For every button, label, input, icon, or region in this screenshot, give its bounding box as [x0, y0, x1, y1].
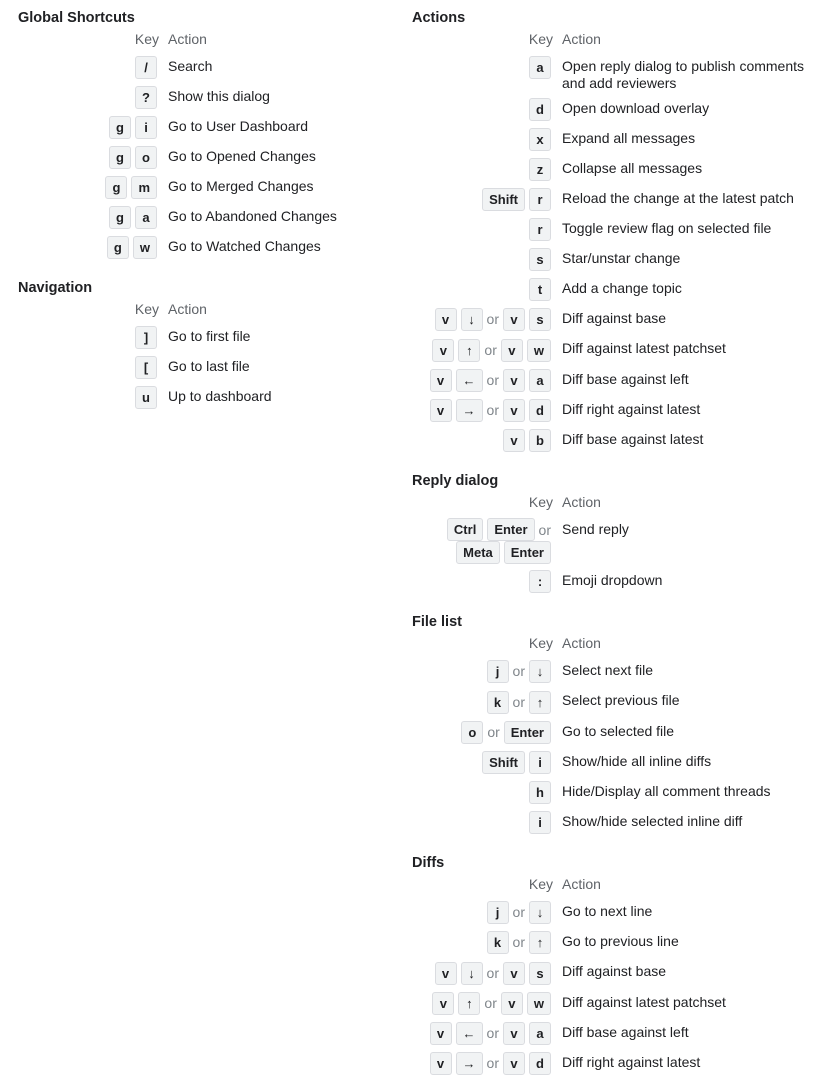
section-navigation: [18, 278, 412, 412]
shortcut-row: [412, 807, 771, 837]
shortcut-keys: [412, 1018, 553, 1048]
shortcut-action-cell: [159, 82, 337, 112]
shortcut-action: Go to selected file: [562, 722, 675, 739]
shortcut-action: Collapse all messages: [562, 160, 703, 176]
key-chip-v: v: [430, 399, 452, 422]
table-header-row: [18, 298, 272, 322]
shortcut-row: [18, 52, 337, 82]
shortcut-action-cell: [159, 202, 337, 232]
section-diffs: [412, 853, 825, 1078]
shortcut-row: [412, 274, 822, 304]
key-chip-bracket-left: [: [135, 356, 157, 379]
shortcut-row: [18, 202, 337, 232]
key-chip-j: j: [487, 660, 509, 683]
key-chip-v: v: [435, 308, 457, 331]
key-chip-a: a: [529, 1022, 551, 1045]
shortcut-action: Go to next line: [562, 902, 653, 919]
shortcut-action-cell: [159, 172, 337, 202]
shortcuts-table: [18, 298, 272, 412]
shortcut-action: Go to last file: [168, 358, 250, 374]
key-chip-bracket-right: ]: [135, 326, 157, 349]
key-chip-o: o: [135, 146, 157, 169]
shortcuts-table: [412, 873, 726, 1078]
key-chip-v: v: [501, 992, 523, 1015]
shortcuts-table: [412, 28, 822, 455]
shortcut-row: [412, 124, 822, 154]
section-actions: [412, 8, 825, 455]
shortcut-action-cell: [553, 154, 822, 184]
shortcut-keys: [412, 807, 553, 837]
key-chip-a: a: [529, 369, 551, 392]
shortcut-action-cell: [553, 1048, 726, 1078]
key-chip-j: j: [487, 901, 509, 924]
shortcut-row: [412, 334, 822, 364]
shortcuts-column-right: [412, 8, 825, 1078]
or-text: or: [487, 723, 500, 740]
shortcut-row: [412, 154, 822, 184]
shortcut-action-cell: [553, 807, 771, 837]
shortcut-row: [412, 244, 822, 274]
key-chip-s: s: [529, 962, 551, 985]
key-chip-enter: Enter: [504, 721, 551, 744]
shortcut-keys: [412, 124, 553, 154]
key-chip-g: g: [109, 116, 131, 139]
shortcut-action-cell: [159, 232, 337, 262]
shortcut-action-cell: [159, 322, 272, 352]
shortcut-row: [18, 232, 337, 262]
shortcut-keys: [412, 365, 553, 395]
shortcut-action: Diff against latest patchset: [562, 340, 726, 357]
shortcut-action-cell: [553, 566, 662, 596]
shortcut-keys: [18, 82, 159, 112]
shortcut-action-cell: [553, 244, 822, 274]
shortcut-keys: [412, 515, 553, 566]
shortcut-row: [412, 365, 822, 395]
shortcut-row: [18, 352, 272, 382]
key-chip-question: ?: [135, 86, 157, 109]
shortcut-keys: [412, 988, 553, 1018]
shortcut-action: Diff against base: [562, 963, 667, 980]
or-text: or: [486, 311, 499, 328]
shortcut-keys: [412, 717, 553, 747]
shortcut-row: [412, 1048, 726, 1078]
shortcut-action-cell: [553, 184, 822, 214]
shortcut-action: Diff base against latest: [562, 431, 704, 448]
key-chip-a: a: [135, 206, 157, 229]
key-chip-k: k: [487, 691, 509, 714]
shortcut-action: Diff against base: [562, 310, 667, 326]
shortcut-keys: [412, 957, 553, 987]
shortcut-keys: [18, 142, 159, 172]
key-chip-arrow-up: ↑: [529, 931, 551, 954]
or-text: or: [486, 1055, 499, 1072]
shortcut-row: [412, 897, 726, 927]
key-column-header: Key: [528, 31, 553, 47]
shortcut-action-cell: [553, 927, 726, 957]
shortcut-keys: [412, 747, 553, 777]
shortcut-action-cell: [553, 897, 726, 927]
shortcuts-table: [412, 632, 771, 837]
section-title: Reply dialog: [412, 473, 499, 490]
shortcut-row: [412, 515, 662, 566]
shortcut-row: [412, 927, 726, 957]
or-text: or: [486, 371, 499, 388]
section-file-list: [412, 612, 825, 837]
shortcut-action-cell: [553, 94, 822, 124]
shortcut-keys: [412, 154, 553, 184]
shortcut-row: [18, 382, 272, 412]
shortcut-row: [412, 747, 771, 777]
shortcut-action: Reload the change at the latest patch: [562, 190, 794, 206]
shortcut-action: Emoji dropdown: [562, 572, 663, 589]
shortcut-row: [412, 717, 771, 747]
key-chip-u: u: [135, 386, 157, 409]
shortcut-action-cell: [553, 777, 771, 807]
shortcut-keys: [412, 244, 553, 274]
shortcut-action-cell: [553, 957, 726, 987]
or-text: or: [486, 1025, 499, 1042]
shortcut-row: [412, 214, 822, 244]
shortcut-keys: [412, 425, 553, 455]
shortcut-action: Up to dashboard: [168, 388, 272, 404]
shortcut-keys: [412, 214, 553, 244]
shortcut-action: Add a change topic: [562, 280, 682, 296]
shortcut-row: [412, 1018, 726, 1048]
key-column-header: Key: [134, 301, 159, 317]
shortcut-action: Show/hide selected inline diff: [562, 812, 743, 829]
key-chip-r: r: [529, 218, 551, 241]
shortcuts-table: [412, 491, 662, 596]
key-chip-v: v: [430, 1022, 452, 1045]
shortcut-row: [412, 957, 726, 987]
shortcut-keys: [412, 1048, 553, 1078]
section-title: Navigation: [18, 280, 93, 296]
key-chip-g: g: [109, 206, 131, 229]
or-text: or: [512, 904, 525, 921]
shortcut-action-cell: [159, 352, 272, 382]
shortcut-keys: [412, 304, 553, 334]
key-chip-g: g: [109, 146, 131, 169]
shortcut-action-cell: [553, 274, 822, 304]
section-title: Actions: [412, 10, 466, 26]
shortcut-action-cell: [553, 52, 822, 94]
shortcut-action-cell: [553, 747, 771, 777]
shortcut-action-cell: [159, 382, 272, 412]
shortcut-row: [412, 184, 822, 214]
key-column-header: Key: [134, 31, 159, 47]
table-header-row: [412, 491, 662, 515]
key-chip-arrow-up: ↑: [458, 992, 480, 1015]
shortcuts-table: [18, 28, 337, 262]
key-chip-t: t: [529, 278, 551, 301]
or-text: or: [484, 341, 497, 358]
shortcut-action-cell: [553, 686, 771, 716]
shortcut-action-cell: [553, 365, 822, 395]
or-text: or: [486, 402, 499, 419]
key-chip-r: r: [529, 188, 551, 211]
key-chip-v: v: [503, 369, 525, 392]
shortcut-action: Select next file: [562, 662, 654, 679]
shortcut-keys: [412, 897, 553, 927]
or-text: or: [538, 521, 551, 538]
shortcut-row: [18, 142, 337, 172]
shortcut-row: [412, 566, 662, 596]
key-chip-o: o: [461, 721, 483, 744]
shortcut-action: Diff base against left: [562, 1023, 689, 1040]
shortcut-action-cell: [159, 142, 337, 172]
key-chip-arrow-up: ↑: [529, 691, 551, 714]
shortcut-row: [412, 395, 822, 425]
shortcut-action: Go to previous line: [562, 933, 679, 950]
shortcut-action: Go to Abandoned Changes: [168, 208, 337, 224]
key-chip-w: w: [527, 992, 551, 1015]
shortcut-action-cell: [553, 515, 662, 566]
shortcut-action-cell: [553, 304, 822, 334]
shortcut-action: Search: [168, 58, 213, 74]
shortcut-keys: [412, 777, 553, 807]
key-chip-shift: Shift: [482, 751, 525, 774]
shortcut-row: [412, 777, 771, 807]
key-chip-arrow-down: ↓: [529, 901, 551, 924]
key-chip-a: a: [529, 56, 551, 79]
key-chip-arrow-right: →: [456, 399, 483, 422]
shortcut-keys: [18, 382, 159, 412]
key-chip-v: v: [432, 992, 454, 1015]
shortcut-row: [18, 82, 337, 112]
key-chip-v: v: [503, 962, 525, 985]
shortcut-action-cell: [553, 717, 771, 747]
key-chip-s: s: [529, 248, 551, 271]
shortcut-keys: [412, 274, 553, 304]
or-text: or: [512, 934, 525, 951]
shortcut-action: Go to Watched Changes: [168, 238, 321, 254]
key-chip-ctrl: Ctrl: [447, 518, 483, 541]
shortcuts-column-left: [18, 8, 412, 412]
shortcut-action: Diff base against left: [562, 370, 689, 387]
shortcut-row: [412, 686, 771, 716]
shortcut-row: [412, 988, 726, 1018]
key-chip-slash: /: [135, 56, 157, 79]
key-chip-v: v: [503, 1022, 525, 1045]
shortcut-action: Diff right against latest: [562, 400, 701, 417]
shortcut-keys: [412, 686, 553, 716]
key-chip-arrow-up: ↑: [458, 339, 480, 362]
shortcut-keys: [18, 232, 159, 262]
shortcut-action: Toggle review flag on selected file: [562, 220, 772, 236]
shortcut-action: Go to User Dashboard: [168, 118, 309, 134]
key-column-header: Key: [528, 635, 553, 652]
key-chip-enter: Enter: [487, 518, 534, 541]
key-chip-arrow-right: →: [456, 1052, 483, 1075]
shortcut-action: Send reply: [562, 521, 629, 538]
key-chip-h: h: [529, 781, 551, 804]
action-column-header: Action: [562, 875, 601, 892]
key-chip-v: v: [503, 429, 525, 452]
key-chip-b: b: [529, 429, 551, 452]
key-chip-v: v: [432, 339, 454, 362]
shortcut-action-cell: [553, 395, 822, 425]
key-chip-v: v: [503, 1052, 525, 1075]
key-chip-v: v: [435, 962, 457, 985]
shortcut-action: Select previous file: [562, 692, 680, 709]
shortcut-action: Hide/Display all comment threads: [562, 782, 771, 799]
key-chip-arrow-left: ←: [456, 1022, 483, 1045]
shortcut-keys: [18, 172, 159, 202]
shortcut-action: Expand all messages: [562, 130, 696, 146]
key-chip-shift: Shift: [482, 188, 525, 211]
key-chip-k: k: [487, 931, 509, 954]
key-chip-meta: Meta: [456, 541, 500, 564]
section-reply-dialog: [412, 471, 825, 596]
shortcut-row: [18, 112, 337, 142]
shortcut-keys: [412, 334, 553, 364]
shortcut-row: [412, 304, 822, 334]
section-title: Global Shortcuts: [18, 10, 135, 26]
shortcut-action: Go to Opened Changes: [168, 148, 316, 164]
key-column-header: Key: [528, 875, 553, 892]
shortcut-row: [412, 425, 822, 455]
or-text: or: [484, 994, 497, 1011]
shortcut-keys: [18, 322, 159, 352]
shortcut-action: Go to first file: [168, 328, 251, 344]
key-chip-i: i: [529, 811, 551, 834]
key-chip-s: s: [529, 308, 551, 331]
table-header-row: [18, 28, 337, 52]
action-column-header: Action: [168, 301, 207, 317]
key-chip-enter: Enter: [504, 541, 551, 564]
key-chip-d: d: [529, 399, 551, 422]
shortcut-keys: [18, 52, 159, 82]
key-chip-w: w: [133, 236, 157, 259]
key-chip-arrow-down: ↓: [461, 308, 483, 331]
shortcut-keys: [412, 52, 553, 94]
shortcut-action: Open download overlay: [562, 100, 710, 116]
shortcut-action: Show/hide all inline diffs: [562, 752, 712, 769]
key-column-header: Key: [528, 494, 553, 511]
section-title: File list: [412, 614, 462, 631]
shortcut-keys: [18, 352, 159, 382]
key-chip-colon: :: [529, 570, 551, 593]
key-chip-x: x: [529, 128, 551, 151]
action-column-header: Action: [562, 494, 601, 511]
shortcut-action: Diff against latest patchset: [562, 993, 726, 1010]
shortcut-action-cell: [159, 52, 337, 82]
key-chip-g: g: [105, 176, 127, 199]
shortcut-row: [18, 172, 337, 202]
shortcut-keys: [412, 184, 553, 214]
table-header-row: [412, 28, 822, 52]
shortcut-action: Diff right against latest: [562, 1054, 701, 1071]
or-text: or: [512, 693, 525, 710]
shortcut-action-cell: [553, 214, 822, 244]
key-chip-g: g: [107, 236, 129, 259]
action-column-header: Action: [562, 31, 601, 47]
shortcut-action: Go to Merged Changes: [168, 178, 314, 194]
shortcut-keys: [412, 94, 553, 124]
shortcut-action: Star/unstar change: [562, 250, 681, 266]
key-chip-arrow-left: ←: [456, 369, 483, 392]
section-title: Diffs: [412, 854, 445, 871]
shortcut-action-cell: [553, 124, 822, 154]
shortcut-action-cell: [553, 1018, 726, 1048]
key-chip-arrow-down: ↓: [461, 962, 483, 985]
shortcut-row: [412, 52, 822, 94]
section-global-shortcuts: [18, 8, 412, 262]
action-column-header: Action: [562, 635, 601, 652]
shortcut-keys: [18, 202, 159, 232]
or-text: or: [486, 964, 499, 981]
key-chip-v: v: [430, 1052, 452, 1075]
key-chip-w: w: [527, 339, 551, 362]
action-column-header: Action: [168, 31, 207, 47]
shortcut-keys: [412, 927, 553, 957]
shortcut-keys: [412, 395, 553, 425]
key-chip-d: d: [529, 98, 551, 121]
key-chip-m: m: [131, 176, 157, 199]
shortcut-keys: [18, 112, 159, 142]
shortcut-row: [412, 94, 822, 124]
shortcut-action-cell: [159, 112, 337, 142]
shortcut-keys: [412, 656, 553, 686]
key-chip-d: d: [529, 1052, 551, 1075]
shortcut-action: Show this dialog: [168, 88, 270, 104]
key-chip-v: v: [503, 399, 525, 422]
key-chip-v: v: [503, 308, 525, 331]
shortcut-action-cell: [553, 425, 822, 455]
shortcut-action-cell: [553, 656, 771, 686]
or-text: or: [512, 663, 525, 680]
key-chip-v: v: [430, 369, 452, 392]
key-chip-i: i: [135, 116, 157, 139]
shortcut-action: Open reply dialog to publish comments and add reviewers: [562, 58, 805, 91]
shortcut-action-cell: [553, 334, 822, 364]
shortcut-row: [412, 656, 771, 686]
table-header-row: [412, 632, 771, 656]
key-chip-i: i: [529, 751, 551, 774]
shortcut-row: [18, 322, 272, 352]
key-chip-v: v: [501, 339, 523, 362]
table-header-row: [412, 873, 726, 897]
shortcut-keys: [412, 566, 553, 596]
shortcut-action-cell: [553, 988, 726, 1018]
key-chip-arrow-down: ↓: [529, 660, 551, 683]
key-chip-z: z: [529, 158, 551, 181]
